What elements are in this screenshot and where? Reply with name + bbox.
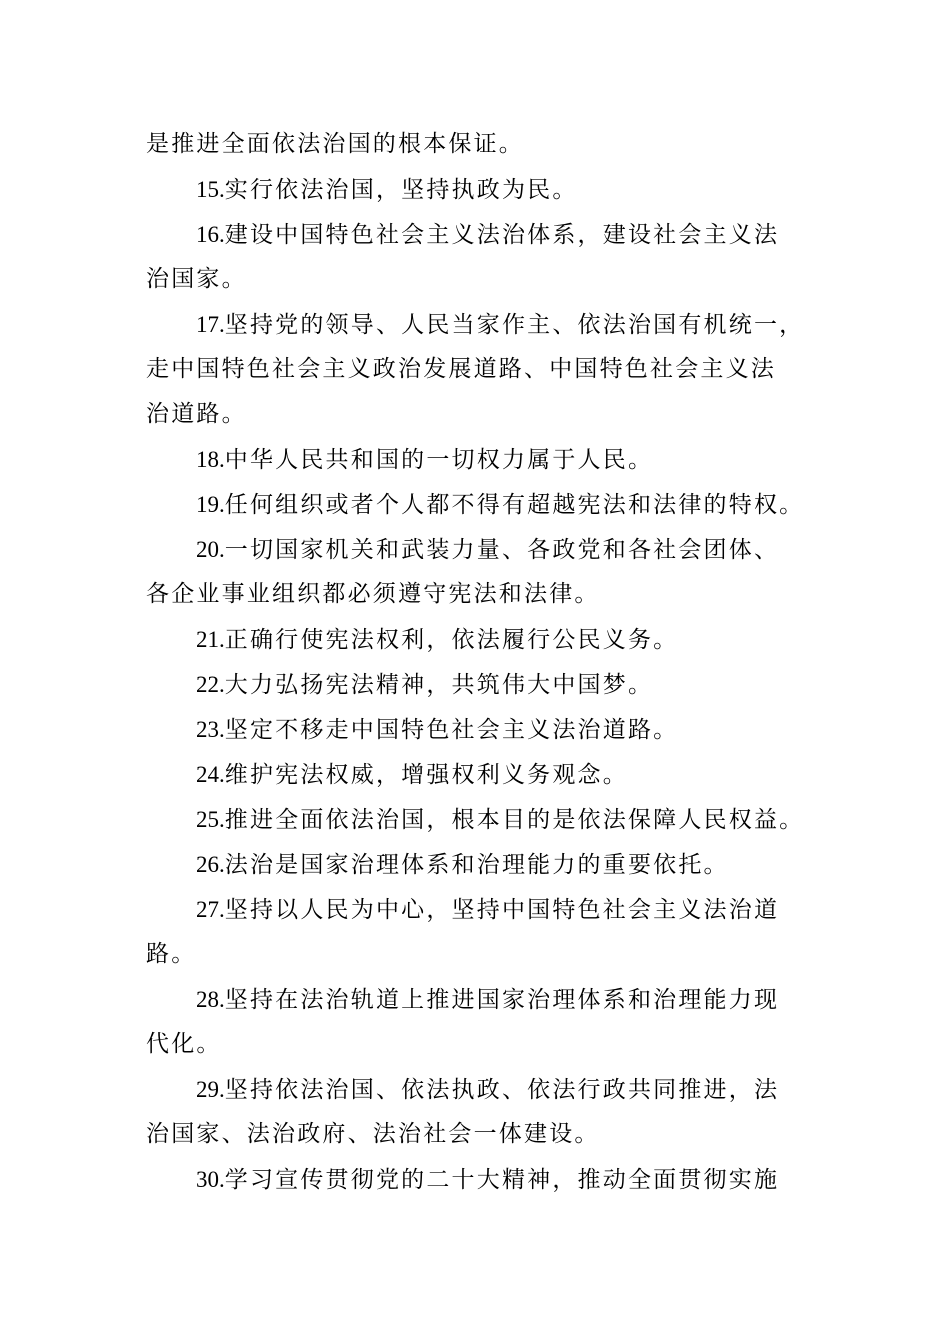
item-text: 坚定不移走中国特色社会主义法治道路。 xyxy=(224,717,679,743)
text-line xyxy=(146,167,818,212)
item-text: 维护宪法权威，增强权利义务观念。 xyxy=(224,762,628,788)
text-line xyxy=(146,212,818,257)
item-text: 坚持党的领导、人民当家作主、依法治国有机统一， xyxy=(224,312,805,338)
text-line xyxy=(146,662,818,707)
item-number: 16. xyxy=(196,222,225,247)
paragraph-item-23 xyxy=(146,707,818,752)
item-text: 一切国家机关和武装力量、各政党和各社会团体、 xyxy=(224,537,780,563)
item-number: 25. xyxy=(196,807,225,832)
text-line xyxy=(146,482,818,527)
paragraph-item-28 xyxy=(146,977,818,1067)
text-line xyxy=(146,707,818,752)
item-number: 29. xyxy=(196,1077,225,1102)
item-text: 正确行使宪法权利，依法履行公民义务。 xyxy=(224,627,679,653)
item-number: 22. xyxy=(196,672,225,697)
item-text: 学习宣传贯彻党的二十大精神，推动全面贯彻实施 xyxy=(224,1167,780,1193)
text-line: 治国家、法治政府、法治社会一体建设。 xyxy=(146,1121,600,1147)
text-line xyxy=(146,302,818,347)
item-text: 大力弘扬宪法精神，共筑伟大中国梦。 xyxy=(224,672,654,698)
item-number: 20. xyxy=(196,537,225,562)
item-number: 30. xyxy=(196,1167,225,1192)
paragraph-item-27 xyxy=(146,887,818,977)
text-line: 各企业事业组织都必须遵守宪法和法律。 xyxy=(146,581,600,607)
paragraph-item-15 xyxy=(146,167,818,212)
text-line xyxy=(146,977,818,1022)
text-line: 治道路。 xyxy=(146,401,247,427)
item-number: 27. xyxy=(196,897,225,922)
paragraph-item-18 xyxy=(146,437,818,482)
item-text: 建设中国特色社会主义法治体系，建设社会主义法 xyxy=(224,222,780,248)
text-line: 治国家。 xyxy=(146,266,247,292)
document-body xyxy=(146,122,818,1202)
text-line: 路。 xyxy=(146,941,197,967)
text-line xyxy=(146,752,818,797)
item-text: 坚持依法治国、依法执政、依法行政共同推进，法 xyxy=(224,1077,780,1103)
item-text: 实行依法治国，坚持执政为民。 xyxy=(224,177,578,203)
item-text: 中华人民共和国的一切权力属于人民。 xyxy=(224,447,654,473)
item-number: 21. xyxy=(196,627,225,652)
text-line xyxy=(146,887,818,932)
item-number: 19. xyxy=(196,492,225,517)
item-number: 23. xyxy=(196,717,225,742)
text-line xyxy=(146,797,818,842)
item-text: 坚持以人民为中心，坚持中国特色社会主义法治道 xyxy=(224,897,780,923)
text-line xyxy=(146,1067,818,1112)
text-line xyxy=(146,842,818,887)
item-number: 15. xyxy=(196,177,225,202)
paragraph-item-29 xyxy=(146,1067,818,1157)
paragraph-item-21 xyxy=(146,617,818,662)
text-line xyxy=(146,437,818,482)
text-line: 是推进全面依法治国的根本保证。 xyxy=(146,131,524,157)
item-text: 任何组织或者个人都不得有超越宪法和法律的特权。 xyxy=(224,492,805,518)
paragraph-item-17 xyxy=(146,302,818,437)
paragraph-item-22 xyxy=(146,662,818,707)
text-line xyxy=(146,527,818,572)
item-number: 26. xyxy=(196,852,225,877)
paragraph-item-19 xyxy=(146,482,818,527)
item-number: 24. xyxy=(196,762,225,787)
item-number: 17. xyxy=(196,312,225,337)
item-number: 28. xyxy=(196,987,225,1012)
paragraph-item-30 xyxy=(146,1157,818,1202)
text-line: 代化。 xyxy=(146,1031,222,1057)
paragraph-item-26 xyxy=(146,842,818,887)
paragraph-item-24 xyxy=(146,752,818,797)
item-text: 推进全面依法治国，根本目的是依法保障人民权益。 xyxy=(224,807,805,833)
paragraph-item-16 xyxy=(146,212,818,302)
paragraph-continuation xyxy=(146,122,818,167)
paragraph-item-20 xyxy=(146,527,818,617)
text-line xyxy=(146,617,818,662)
item-text: 坚持在法治轨道上推进国家治理体系和治理能力现 xyxy=(224,987,780,1013)
text-line: 走中国特色社会主义政治发展道路、中国特色社会主义法 xyxy=(146,356,776,382)
item-text: 法治是国家治理体系和治理能力的重要依托。 xyxy=(224,852,729,878)
text-line xyxy=(146,1157,818,1202)
item-number: 18. xyxy=(196,447,225,472)
paragraph-item-25 xyxy=(146,797,818,842)
